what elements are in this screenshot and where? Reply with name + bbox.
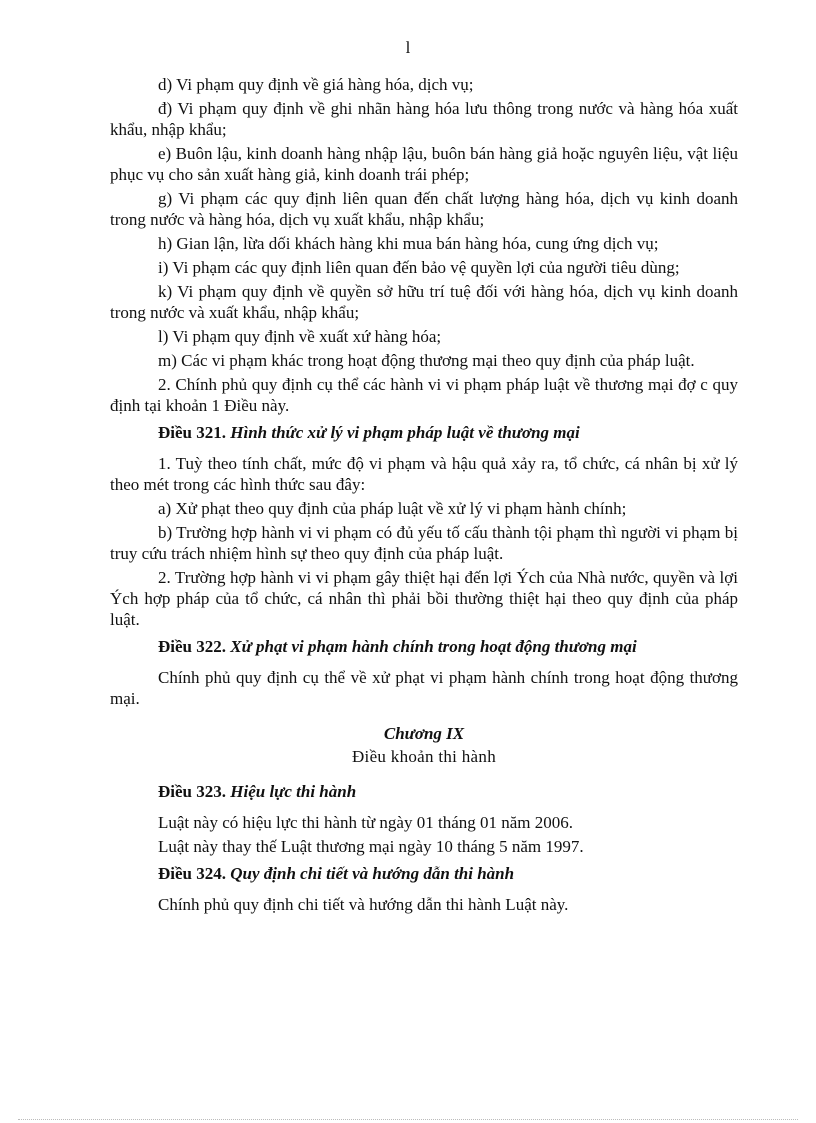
- article-title: Xử phạt vi phạm hành chính trong hoạt động thương mại: [230, 637, 637, 656]
- page-content: [110, 74, 738, 918]
- page-number: l: [405, 38, 411, 57]
- clause-g: g) Vi phạm các quy định liên quan đến chất lượng hàng hóa, dịch vụ kinh doanh trong nước và hàng hóa, dịch vụ xuất khẩu, nhập khẩu;: [110, 189, 738, 229]
- article-321-para: a) Xử phạt theo quy định của pháp luật về xử lý vi phạm hành chính;: [158, 499, 627, 518]
- article-title: Hình thức xử lý vi phạm pháp luật về thương mại: [230, 423, 580, 442]
- article-324-para: Chính phủ quy định chi tiết và hướng dẫn thi hành Luật này.: [158, 895, 569, 914]
- clause-2: 2. Chính phủ quy định cụ thể các hành vi vi phạm pháp luật về thương mại đợ c quy định tại khoản 1 Điều này.: [110, 375, 738, 415]
- clause-l: l) Vi phạm quy định về xuất xứ hàng hóa;: [158, 327, 442, 346]
- article-title: Quy định chi tiết và hướng dẫn thi hành: [230, 864, 515, 883]
- clause-h: h) Gian lận, lừa dối khách hàng khi mua bán hàng hóa, cung ứng dịch vụ;: [158, 234, 659, 253]
- article-title: Hiệu lực thi hành: [230, 782, 357, 801]
- clause-m: m) Các vi phạm khác trong hoạt động thương mại theo quy định của pháp luật.: [158, 351, 695, 370]
- article-label: Điều 321.: [158, 423, 226, 442]
- article-label: Điều 324.: [158, 864, 226, 883]
- article-322-para: Chính phủ quy định cụ thể về xử phạt vi phạm hành chính trong hoạt động thương mại.: [110, 668, 738, 708]
- chapter-subtitle: Điều khoản thi hành: [351, 747, 497, 766]
- chapter-title: Chương IX: [383, 724, 465, 743]
- article-321-para: 1. Tuỳ theo tính chất, mức độ vi phạm và hậu quả xảy ra, tổ chức, cá nhân bị xử lý theo mét trong các hình thức sau đây:: [110, 454, 738, 494]
- clause-k: k) Vi phạm quy định về quyền sở hữu trí tuệ đối với hàng hóa, dịch vụ kinh doanh trong nước và xuất khẩu, nhập khẩu;: [110, 282, 738, 322]
- article-321-para: b) Trường hợp hành vi vi phạm có đủ yếu tố cấu thành tội phạm thì người vi phạm bị truy cứu trách nhiệm hình sự theo quy định của pháp luật.: [110, 523, 738, 563]
- article-label: Điều 323.: [158, 782, 226, 801]
- clause-e: e) Buôn lậu, kinh doanh hàng nhập lậu, buôn bán hàng giả hoặc nguyên liệu, vật liệu phục vụ cho sản xuất hàng giả, kinh doanh trái phép;: [110, 144, 738, 184]
- article-323-heading: [110, 781, 738, 802]
- article-label: Điều 322.: [158, 637, 226, 656]
- article-321-heading: [110, 422, 738, 443]
- clause-dd: đ) Vi phạm quy định về ghi nhãn hàng hóa lưu thông trong nước và hàng hóa xuất khẩu, nhập khẩu;: [110, 99, 738, 139]
- article-322-heading: [110, 636, 738, 657]
- clause-i: i) Vi phạm các quy định liên quan đến bảo vệ quyền lợi của người tiêu dùng;: [158, 258, 680, 277]
- article-323-para: Luật này thay thế Luật thương mại ngày 10 tháng 5 năm 1997.: [158, 837, 584, 856]
- clause-d: d) Vi phạm quy định về giá hàng hóa, dịch vụ;: [158, 75, 474, 94]
- article-323-para: Luật này có hiệu lực thi hành từ ngày 01 tháng 01 năm 2006.: [158, 813, 574, 832]
- article-321-para: 2. Trường hợp hành vi vi phạm gây thiệt hại đến lợi Ých của Nhà nước, quyền và lợi Ých hợp pháp của tổ chức, cá nhân thì phải bồi thường thiệt hại theo quy định của pháp luật.: [110, 568, 738, 629]
- page-bottom-divider: [18, 1119, 798, 1120]
- article-324-heading: [110, 863, 738, 884]
